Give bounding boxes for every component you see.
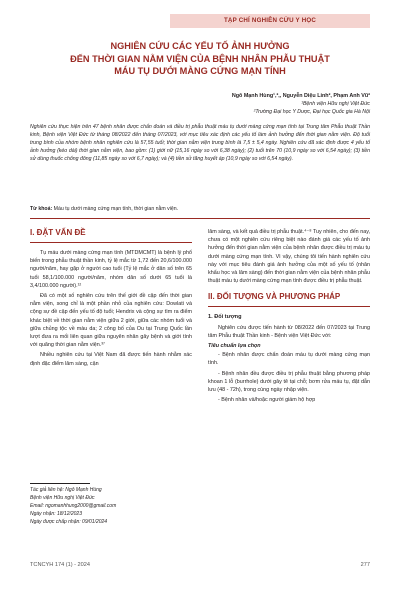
intro-paragraph-3: Nhiều nghiên cứu tại Việt Nam đã được tiến hành nhằm xác định đặc điểm lâm sàng, cận (30, 352, 192, 367)
keywords (30, 205, 370, 213)
section-rule (30, 242, 192, 243)
section-rule-2 (208, 306, 370, 307)
affiliation-2: ²Trường Đại học Y Dược, Đại học Quốc gia Hà Nội (253, 109, 370, 115)
keywords-text: Máu tụ dưới màng cứng mạn tính, thời gian nằm viện. (53, 206, 179, 212)
correspondence-box (30, 483, 192, 526)
subsection-heading: 1. Đối tượng (208, 314, 242, 321)
page-number: 277 (360, 562, 370, 568)
abstract-divider (30, 218, 370, 219)
methods-paragraph: Nghiên cứu được tiến hành từ 08/2022 đến 07/2023 tại Trung tâm Phẫu thuật Thần kinh - Bệnh viện Việt Đức với: (208, 324, 370, 339)
contact-author: Tác giả liên hệ: Ngô Mạnh Hùng (30, 487, 102, 493)
affiliation-1: ¹Bệnh viện Hữu nghị Việt Đức (301, 101, 370, 107)
left-column (30, 228, 192, 370)
right-column (208, 228, 370, 406)
title-line-1: NGHIÊN CỨU CÁC YẾU TỐ ẢNH HƯỞNG (110, 41, 290, 51)
title-line-3: MÁU TỤ DƯỚI MÀNG CỨNG MẠN TÍNH (114, 66, 286, 76)
received-date: Ngày nhận: 18/12/2023 (30, 511, 82, 517)
contact-email: Email: ngomanhhung2000@gmail.com (30, 503, 117, 509)
contact-rule (30, 483, 90, 484)
keywords-label: Từ khoá: (30, 206, 53, 212)
criteria-item-2: - Bệnh nhân đều được điều trị phẫu thuật bằng phương pháp khoan 1 lỗ (burrhole) dưới gây tê tại chỗ; bơm rửa máu tụ, đặt dẫn lưu (48 - 72h), trong cùng ngày nhập viện. (208, 370, 370, 394)
section-heading-methods: II. ĐỐI TƯỢNG VÀ PHƯƠNG PHÁP (208, 292, 341, 302)
criteria-heading: Tiêu chuẩn lựa chọn (208, 343, 261, 350)
contact-org: Bệnh viện Hữu nghị Việt Đức (30, 495, 95, 501)
accepted-date: Ngày được chấp nhận: 09/01/2024 (30, 519, 108, 525)
right-paragraph-1: lâm sàng, và kết quả điều trị phẫu thuật.⁴⁻⁸ Tuy nhiên, cho đến nay, chưa có một nghiên cứu riêng biệt nào đánh giá các yếu tố ảnh hưởng đến thời gian nằm viện của bệnh nhân được điều trị máu tụ dưới màng cứng mạn tính. Vì vậy, chúng tôi tiến hành nghiên cứu này với mục tiêu đánh giá ảnh hưởng của một số yếu tố (nhân khẩu học và lâm sàng) đến thời gian nằm viện của bệnh nhân phẫu thuật máu tụ dưới màng cứng mạn tính được điều trị phẫu thuật. (208, 229, 370, 285)
abstract: Nghiên cứu thực hiện trên 47 bệnh nhân được chẩn đoán và điều trị phẫu thuật máu tụ dưới màng cứng mạn tính tại Trung tâm Phẫu thuật Thần kinh, Bệnh viện Việt Đức từ tháng 08/2022 đến tháng 07/2023, với mục tiêu xác định các yếu tố làm ảnh hưởng đến thời gian nằm viện. Độ tuổi trung bình của nhóm bệnh nhân nghiên cứu là 57,55 tuổi; thời gian nằm viện trung bình là 7,5 ± 5,4 ngày. Nghiên cứu đã xác định được 4 yếu tố ảnh hưởng (kéo dài) thời gian nằm viện, bao gồm: (1) giới nữ (15,16 ngày so với 6,38 ngày); (2) tuổi trên 70 (10,9 ngày so với 6,54 ngày); (3) tiền sử dùng thuốc chống đông (11,85 ngày so với 6,7 ngày); và (4) tiền sử tăng huyết áp (10,9 ngày so với 6,54 ngày). (30, 124, 370, 162)
intro-paragraph-1: Tụ máu dưới màng cứng mạn tính (MTDMCMT) là bệnh lý phổ biến trong phẫu thuật thần kinh, tỷ lệ mắc từ 1,72 đến 20,6/100.000 người/năm, hay gặp ở người cao tuổi (Tỷ lệ mắc ở dân số trên 65 tuổi 58,1/100.000 người/năm, nhóm dân số dưới 65 tuổi là 3,4/100.000 người).¹² (30, 250, 192, 289)
criteria-item-1: - Bệnh nhân được chẩn đoán máu tụ dưới màng cứng mạn tính. (208, 352, 370, 367)
section-heading-intro: I. ĐẶT VẤN ĐỀ (30, 228, 86, 237)
criteria-item-3: - Bệnh nhân và/hoặc người giám hộ hợp (218, 397, 316, 404)
footer-journal: TCNCYH 174 (1) - 2024 (30, 562, 90, 568)
journal-band: TẠP CHÍ NGHIÊN CỨU Y HỌC (170, 14, 370, 28)
title-line-2: ĐẾN THỜI GIAN NẰM VIỆN CỦA BỆNH NHÂN PHẪU THUẬT (70, 53, 330, 64)
article-title (30, 40, 370, 78)
author-list: Ngô Mạnh Hùng¹,²,, Nguyễn Diệu Linh², Phạm Anh Vũ² (231, 93, 370, 99)
intro-paragraph-2: Đã có một số nghiên cứu trên thế giới đề cập đến thời gian nằm viện, song chỉ là một phần nhỏ của nghiên cứu: Dowlati và cộng sự đề cập đến yếu tố độ tuổi; Hendrix và cộng sự tìm ra điểm khác biệt về thời gian nằm viện giữa 2 giới, giữa các nhóm tuổi và giữa chủng tộc về màu da; 2 công bố của Ou tại Trung Quốc lần lượt đưa ra mối liên quan giữa nguyên nhân gây bệnh và giới tính với quãng thời gian nằm viện.³⁷ (30, 293, 192, 349)
